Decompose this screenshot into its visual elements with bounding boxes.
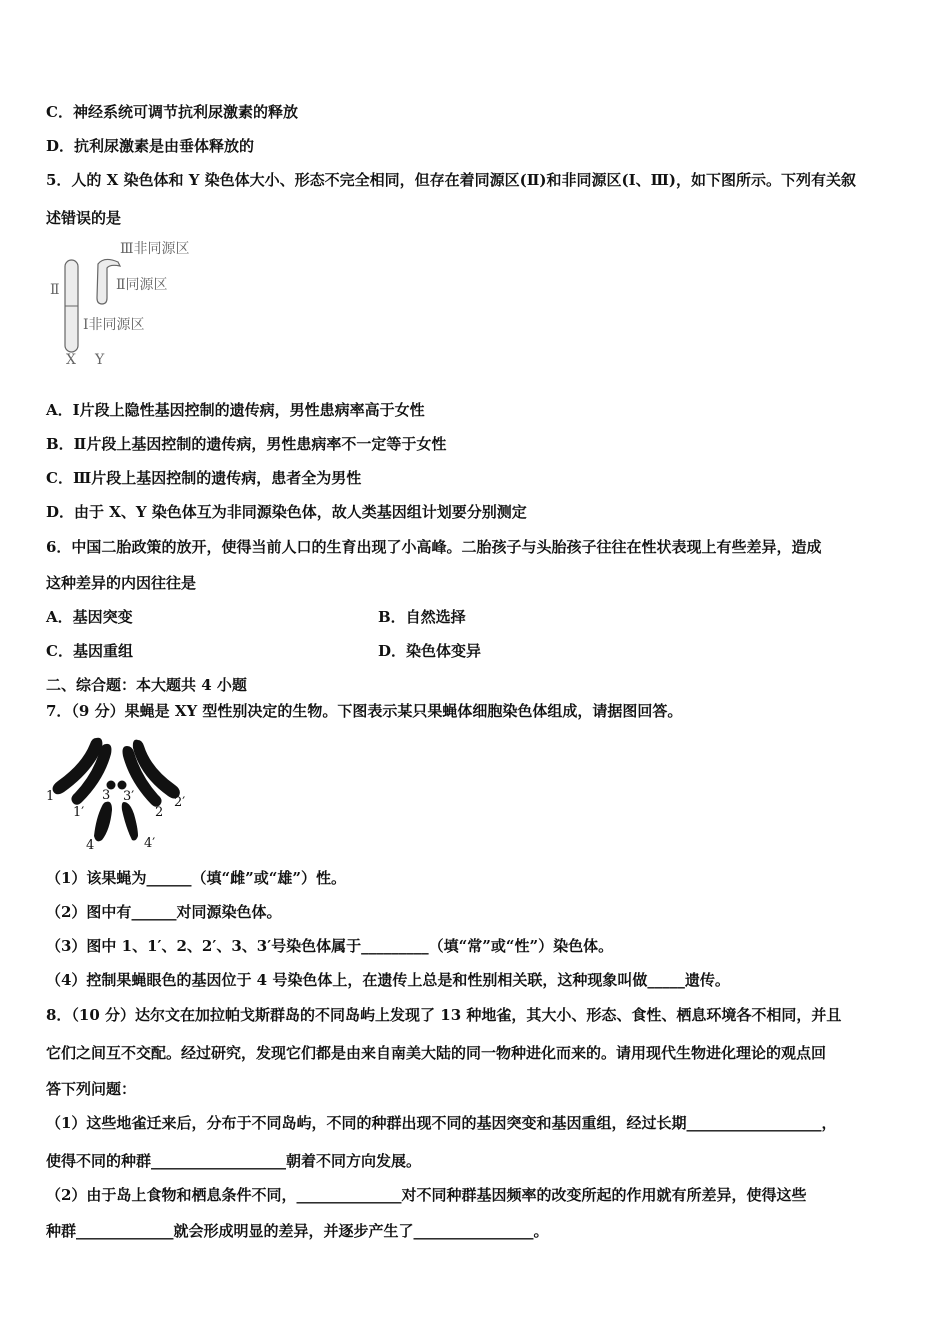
q6-stem-line2: 这种差异的内因往往是 bbox=[46, 574, 197, 592]
fruitfly-karyotype-figure bbox=[44, 730, 194, 852]
chromosome-4-prime bbox=[122, 802, 138, 841]
xy-chromosome-figure bbox=[46, 236, 216, 371]
q8-sub2-line2: 种群_____________就会形成明显的差异，并逐步产生了________________。 bbox=[46, 1222, 549, 1240]
label-4-prime: 4′ bbox=[144, 836, 156, 851]
section-title: 二、综合题：本大题共 4 小题 bbox=[46, 676, 247, 694]
q5-option-b: B．Ⅱ片段上基因控制的遗传病，男性患病率不一定等于女性 bbox=[46, 435, 447, 453]
label-1: 1 bbox=[46, 789, 55, 804]
q8-stem-line3: 答下列问题： bbox=[46, 1080, 137, 1098]
label-1-prime: 1′ bbox=[73, 805, 85, 820]
label-y: Y bbox=[95, 352, 105, 368]
q6-stem-line1: 6．中国二胎政策的放开，使得当前人口的生育出现了小高峰。二胎孩子与头胎孩子往往在性状表现上有些差异，造成 bbox=[46, 538, 822, 556]
label-iii-nonhomologous: Ⅲ非同源区 bbox=[120, 241, 190, 257]
label-4: 4 bbox=[86, 838, 95, 852]
q6-option-d: D．染色体变异 bbox=[378, 642, 482, 660]
label-ii-homologous: Ⅱ同源区 bbox=[116, 277, 168, 293]
q6-option-a: A．基因突变 bbox=[46, 608, 133, 626]
q5-option-d: D．由于 X、Y 染色体互为非同源染色体，故人类基因组计划要分别测定 bbox=[46, 503, 527, 521]
q7-sub1: （1）该果蝇为______（填“雌”或“雄”）性。 bbox=[46, 869, 346, 887]
label-2-prime: 2′ bbox=[174, 795, 186, 810]
q5-option-c: C．Ⅲ片段上基因控制的遗传病，患者全为男性 bbox=[46, 469, 362, 487]
q7-sub3: （3）图中 1、1′、2、2′、3、3′号染色体属于_________（填“常”或“性”）染色体。 bbox=[46, 937, 614, 955]
chromosome-4 bbox=[94, 802, 112, 842]
q4-option-c: C．神经系统可调节抗利尿激素的释放 bbox=[46, 103, 298, 121]
q8-sub2-line1: （2）由于岛上食物和栖息条件不同，______________对不同种群基因频率的改变所起的作用就有所差异，使得这些 bbox=[46, 1186, 807, 1204]
q6-option-b: B．自然选择 bbox=[378, 608, 466, 626]
q6-option-c: C．基因重组 bbox=[46, 642, 133, 660]
label-i-nonhomologous: Ⅰ非同源区 bbox=[83, 317, 145, 333]
label-ii-left: Ⅱ bbox=[50, 282, 60, 298]
label-3: 3 bbox=[102, 788, 111, 803]
q8-stem-line1: 8．（10 分）达尔文在加拉帕戈斯群岛的不同岛屿上发现了 13 种地雀，其大小、形态、食性、栖息环境各不相同，并且 bbox=[46, 1006, 842, 1024]
q5-option-a: A．Ⅰ片段上隐性基因控制的遗传病，男性患病率高于女性 bbox=[46, 401, 425, 419]
q8-sub1-line2: 使得不同的种群__________________朝着不同方向发展。 bbox=[46, 1152, 422, 1170]
label-2: 2 bbox=[155, 805, 164, 820]
q7-sub2: （2）图中有______对同源染色体。 bbox=[46, 903, 282, 921]
label-3-prime: 3′ bbox=[123, 789, 135, 804]
q8-sub1-line1: （1）这些地雀迁来后，分布于不同岛屿，不同的种群出现不同的基因突变和基因重组，经过长期__________________， bbox=[46, 1114, 837, 1132]
q7-stem: 7．（9 分）果蝇是 XY 型性别决定的生物。下图表示某只果蝇体细胞染色体组成，请据图回答。 bbox=[46, 702, 683, 720]
q5-stem-line1: 5．人的 X 染色体和 Y 染色体大小、形态不完全相同，但存在着同源区(Ⅱ)和非同源区(Ⅰ、Ⅲ)，如下图所示。下列有关叙 bbox=[46, 171, 856, 189]
q8-stem-line2: 它们之间互不交配。经过研究，发现它们都是由来自南美大陆的同一物种进化而来的。请用现代生物进化理论的观点回 bbox=[46, 1044, 827, 1062]
q5-stem-line2: 述错误的是 bbox=[46, 209, 122, 227]
label-x: X bbox=[66, 352, 76, 368]
q7-sub4: （4）控制果蝇眼色的基因位于 4 号染色体上，在遗传上总是和性别相关联，这种现象叫做_____遗传。 bbox=[46, 971, 730, 989]
q4-option-d: D．抗利尿激素是由垂体释放的 bbox=[46, 137, 255, 155]
